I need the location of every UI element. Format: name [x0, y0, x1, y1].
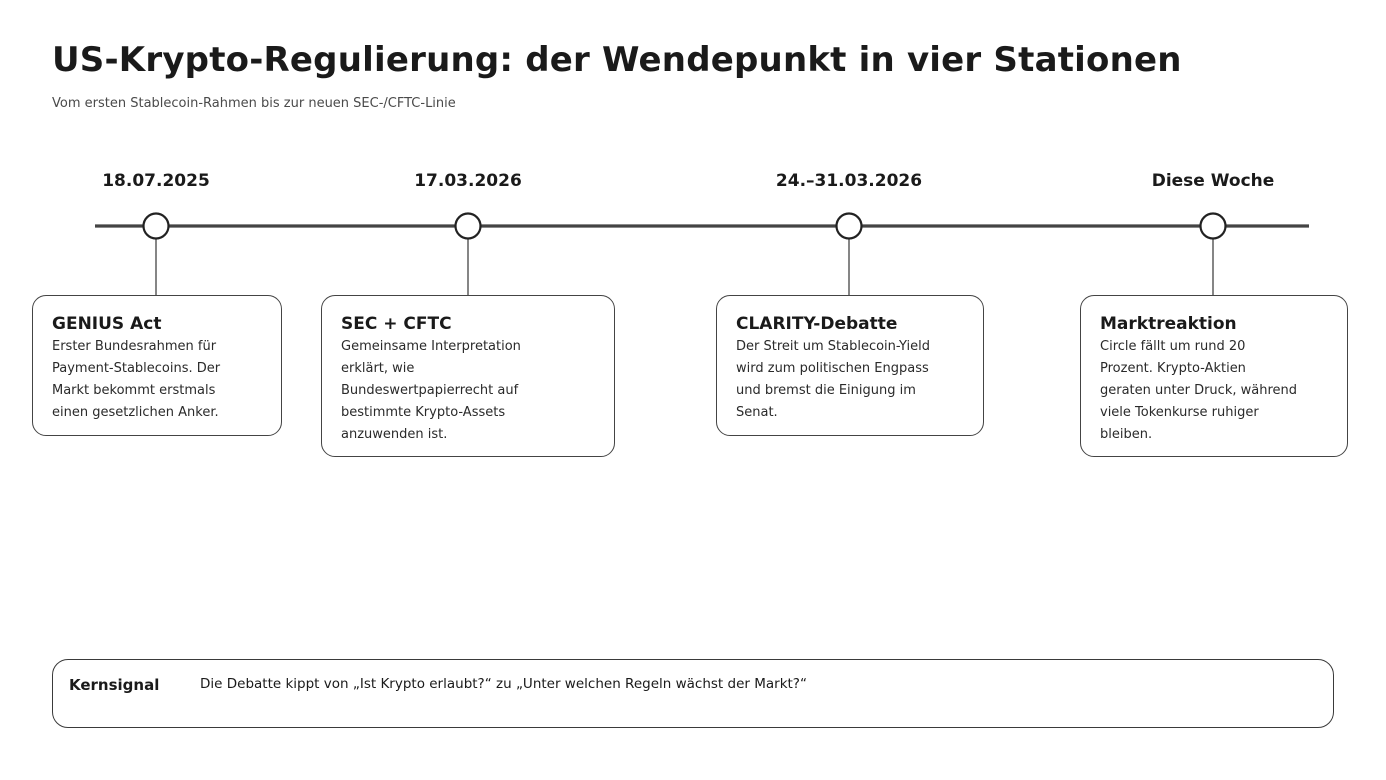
station-card-clarity-debatte [716, 295, 984, 436]
kernsignal-callout [52, 659, 1334, 728]
station-card-sec-cftc [321, 295, 615, 457]
station-card-text [52, 336, 262, 424]
station-date-4: Diese Woche [1151, 171, 1275, 191]
page-title: US-Krypto-Regulierung: der Wendepunkt in vier Stationen [52, 40, 1182, 80]
card-text-line: Gemeinsame Interpretation [341, 339, 521, 354]
card-text-line: Der Streit um Stablecoin-Yield [736, 339, 930, 354]
station-card-marktreaktion [1080, 295, 1348, 457]
station-date-2: 17.03.2026 [414, 171, 522, 191]
card-text-line: und bremst die Einigung im [736, 383, 916, 398]
station-card-title: Marktreaktion [1100, 314, 1237, 334]
kernsignal-text: Die Debatte kippt von „Ist Krypto erlaubt?“ zu „Unter welchen Regeln wächst der Markt?“ [200, 676, 807, 692]
card-text-line: anzuwenden ist. [341, 427, 448, 442]
card-text-line: Erster Bundesrahmen für [52, 339, 217, 354]
card-text-line: einen gesetzlichen Anker. [52, 405, 219, 420]
card-text-line: geraten unter Druck, während [1100, 383, 1297, 398]
station-date-1: 18.07.2025 [102, 171, 210, 191]
card-text-line: bleiben. [1100, 427, 1153, 442]
station-marker-3 [837, 214, 862, 239]
station-marker-2 [456, 214, 481, 239]
card-text-line: Senat. [736, 405, 778, 420]
card-text-line: bestimmte Krypto-Assets [341, 405, 506, 420]
card-text-line: Payment-Stablecoins. Der [52, 361, 221, 376]
station-card-genius-act [32, 295, 282, 436]
station-date-3: 24.–31.03.2026 [775, 171, 923, 191]
page-subtitle: Vom ersten Stablecoin-Rahmen bis zur neuen SEC-/CFTC-Linie [52, 96, 456, 111]
station-card-text [341, 336, 595, 446]
card-text-line: Circle fällt um rund 20 [1100, 339, 1246, 354]
station-marker-1 [144, 214, 169, 239]
card-text-line: Prozent. Krypto-Aktien [1100, 361, 1246, 376]
card-text-line: wird zum politischen Engpass [736, 361, 929, 376]
station-marker-4 [1201, 214, 1226, 239]
station-card-text [1100, 336, 1328, 446]
card-text-line: viele Tokenkurse ruhiger [1100, 405, 1259, 420]
station-card-text [736, 336, 964, 424]
station-card-title: SEC + CFTC [341, 314, 452, 334]
kernsignal-label: Kernsignal [69, 676, 160, 694]
card-text-line: erklärt, wie [341, 361, 415, 376]
card-text-line: Markt bekommt erstmals [52, 383, 216, 398]
station-card-title: GENIUS Act [52, 314, 162, 334]
station-card-title: CLARITY-Debatte [736, 314, 898, 334]
card-text-line: Bundeswertpapierrecht auf [341, 383, 519, 398]
